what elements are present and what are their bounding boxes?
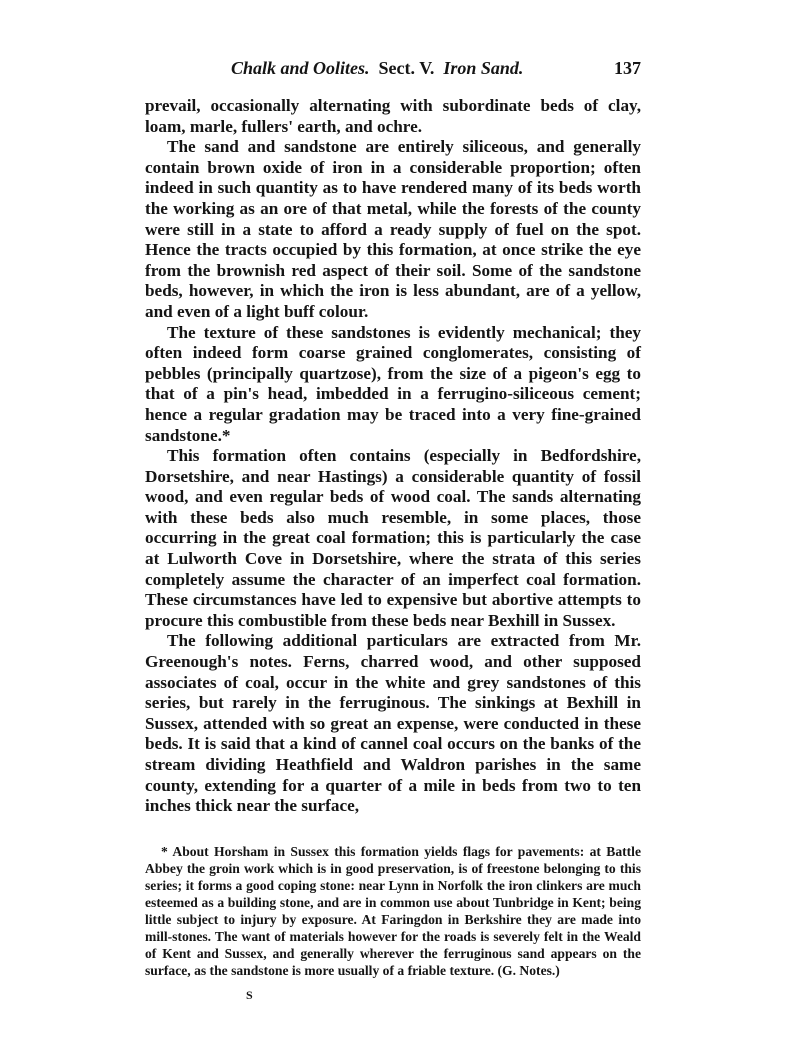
paragraph-1: prevail, occasionally alternating with subordinate beds of clay, loam, marle, fullers' earth, and ochre.	[145, 96, 641, 136]
book-page	[145, 58, 641, 980]
footnote	[145, 843, 641, 980]
paragraph-2: The sand and sandstone are entirely siliceous, and generally contain brown oxide of iron in a considerable proportion; often indeed in such quantity as to have rendered many of its beds worth the working as an ore of that metal, while the forests of the county were still in a state to afford a ready supply of fuel on the spot. Hence the tracts occupied by this formation, at once strike the eye from the brownish red aspect of their soil. Some of the sandstone beds, however, in which the iron is less abundant, are of a yellow, and even of a light buff colour.	[145, 137, 641, 321]
paragraph-5: The following additional particulars are extracted from Mr. Greenough's notes. Ferns, charred wood, and other supposed associates of coal, occur in the white and grey sandstones of this series, but rarely in the ferruginous. The sinkings at Bexhill in Sussex, attended with so great an expense, were conducted in these beds. It is said that a kind of cannel coal occurs on the banks of the stream dividing Heathfield and Waldron parishes in the same county, extending for a quarter of a mile in beds from two to ten inches thick near the surface,	[145, 631, 641, 816]
signature-mark: S	[246, 988, 253, 1002]
paragraph-4: This formation often contains (especially in Bedfordshire, Dorsetshire, and near Hastings) a considerable quantity of fossil wood, and even regular beds of wood coal. The sands alternating with these beds also much resemble, in some places, those occurring in the great coal formation; this is particularly the case at Lulworth Cove in Dorsetshire, where the strata of this series completely assume the character of an imperfect coal formation. These circumstances have led to expensive but abortive attempts to procure this combustible from these beds near Bexhill in Sussex.	[145, 446, 641, 630]
page-number: 137	[614, 58, 641, 78]
running-title-part-2: Sect. V.	[378, 58, 435, 78]
running-title-part-1: Chalk and Oolites.	[231, 58, 370, 78]
footnote-text: * About Horsham in Sussex this formation yields flags for pavements: at Battle Abbey the groin work which is in good preservation, is of freestone belonging to this series; it forms a good coping stone: near Lynn in Norfolk the iron clinkers are much esteemed as a building stone, and are in common use about Tunbridge in Kent; being little subject to injury by exposure. At Faringdon in Berkshire they are made into mill-stones. The want of materials however for the roads is severely felt in the Weald of Kent and Sussex, and generally wherever the ferruginous sand appears on the surface, as the sandstone is more usually of a friable texture. (G. Notes.)	[145, 843, 641, 979]
body-text	[145, 96, 641, 817]
paragraph-3: The texture of these sandstones is evidently mechanical; they often indeed form coarse grained conglomerates, consisting of pebbles (principally quartzose), from the size of a pigeon's egg to that of a pin's head, imbedded in a ferrugino-siliceous cement; hence a regular gradation may be traced into a very fine-grained sandstone.*	[145, 322, 641, 445]
running-title	[231, 58, 523, 79]
running-header	[145, 58, 641, 84]
running-title-part-3: Iron Sand.	[443, 58, 524, 78]
